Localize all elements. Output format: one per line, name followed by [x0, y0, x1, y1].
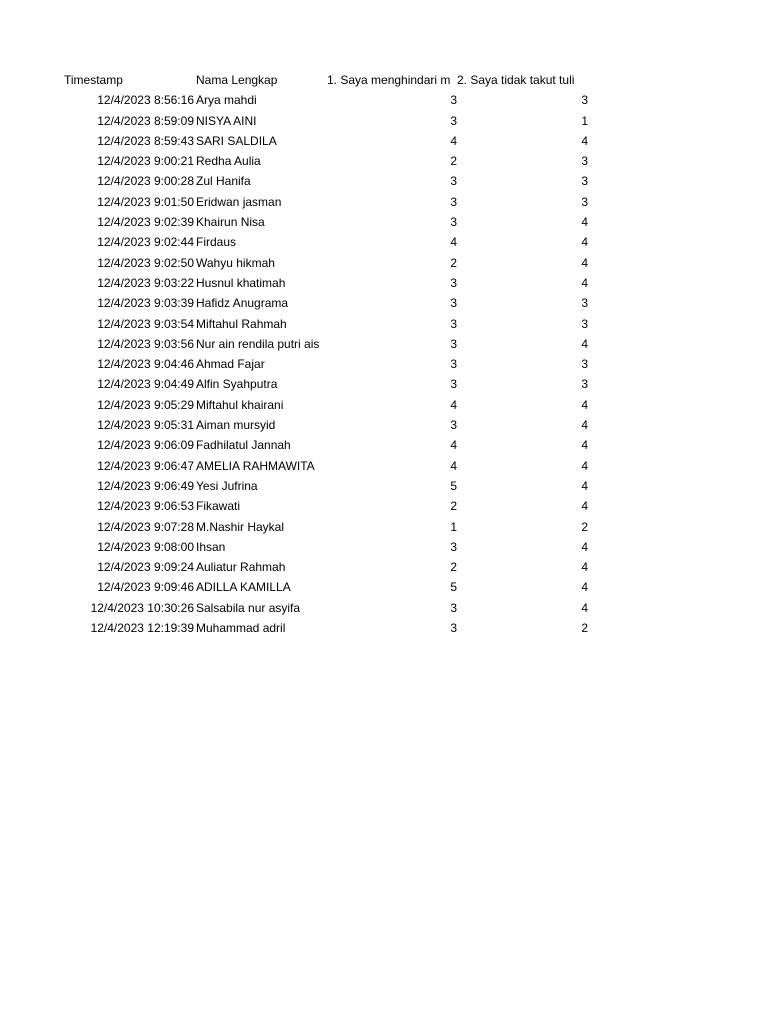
- name-cell: Miftahul Rahmah: [196, 316, 287, 331]
- question-2-cell: 4: [581, 580, 588, 595]
- table-row: [0, 151, 768, 171]
- name-cell: Husnul khatimah: [196, 275, 286, 290]
- table-row: [0, 456, 768, 476]
- timestamp-cell: 12/4/2023 9:09:24: [97, 560, 194, 575]
- timestamp-cell: 12/4/2023 9:03:56: [97, 336, 194, 351]
- timestamp-cell: 12/4/2023 9:04:49: [97, 377, 194, 392]
- question-2-cell: 4: [581, 499, 588, 514]
- name-cell: Fadhilatul Jannah: [196, 438, 291, 453]
- timestamp-cell: 12/4/2023 9:00:21: [97, 154, 194, 169]
- question-2-cell: 4: [581, 275, 588, 290]
- timestamp-cell: 12/4/2023 9:06:09: [97, 438, 194, 453]
- question-1-cell: 3: [450, 621, 457, 636]
- data-rows: [0, 90, 768, 638]
- question-1-cell: 4: [450, 133, 457, 148]
- timestamp-cell: 12/4/2023 9:06:53: [97, 499, 194, 514]
- table-row: [0, 212, 768, 232]
- question-2-cell: 4: [581, 215, 588, 230]
- timestamp-cell: 12/4/2023 9:07:28: [97, 519, 194, 534]
- table-row: [0, 192, 768, 212]
- table-row: [0, 314, 768, 334]
- question-1-cell: 1: [450, 519, 457, 534]
- name-cell: Firdaus: [196, 235, 237, 250]
- question-1-cell: 3: [450, 336, 457, 351]
- timestamp-cell: 12/4/2023 9:02:39: [97, 215, 194, 230]
- header-timestamp: Timestamp: [64, 73, 123, 87]
- timestamp-cell: 12/4/2023 8:56:16: [97, 93, 194, 108]
- question-2-cell: 4: [581, 235, 588, 250]
- timestamp-cell: 12/4/2023 9:06:47: [97, 458, 194, 473]
- table-row: [0, 334, 768, 354]
- table-row: [0, 253, 768, 273]
- table-row: [0, 496, 768, 516]
- name-cell: Aiman mursyid: [196, 418, 276, 433]
- question-2-cell: 1: [581, 113, 588, 128]
- header-question-2: 2. Saya tidak takut tuli: [457, 73, 575, 87]
- question-1-cell: 3: [450, 275, 457, 290]
- name-cell: Muhammad adril: [196, 621, 286, 636]
- question-1-cell: 2: [450, 499, 457, 514]
- table-row: [0, 618, 768, 638]
- name-cell: ADILLA KAMILLA: [196, 580, 291, 595]
- question-2-cell: 3: [581, 93, 588, 108]
- timestamp-cell: 12/4/2023 9:01:50: [97, 194, 194, 209]
- question-1-cell: 3: [450, 93, 457, 108]
- question-1-cell: 3: [450, 113, 457, 128]
- question-1-cell: 3: [450, 296, 457, 311]
- timestamp-cell: 12/4/2023 9:08:00: [97, 539, 194, 554]
- name-cell: Khairun Nisa: [196, 215, 265, 230]
- question-1-cell: 3: [450, 357, 457, 372]
- timestamp-cell: 12/4/2023 9:05:29: [97, 397, 194, 412]
- table-row: [0, 537, 768, 557]
- name-cell: Eridwan jasman: [196, 194, 282, 209]
- table-row: [0, 374, 768, 394]
- table-row: [0, 90, 768, 110]
- name-cell: Miftahul khairani: [196, 397, 284, 412]
- question-2-cell: 4: [581, 438, 588, 453]
- name-cell: Redha Aulia: [196, 154, 261, 169]
- name-cell: Nur ain rendila putri ais: [196, 336, 320, 351]
- timestamp-cell: 12/4/2023 9:03:54: [97, 316, 194, 331]
- name-cell: Wahyu hikmah: [196, 255, 275, 270]
- question-2-cell: 4: [581, 560, 588, 575]
- timestamp-cell: 12/4/2023 9:05:31: [97, 418, 194, 433]
- name-cell: Alfin Syahputra: [196, 377, 278, 392]
- header-row: [0, 70, 768, 90]
- timestamp-cell: 12/4/2023 9:04:46: [97, 357, 194, 372]
- name-cell: Ihsan: [196, 539, 226, 554]
- table-row: [0, 435, 768, 455]
- name-cell: Ahmad Fajar: [196, 357, 265, 372]
- name-cell: Arya mahdi: [196, 93, 257, 108]
- table-row: [0, 476, 768, 496]
- name-cell: M.Nashir Haykal: [196, 519, 285, 534]
- question-1-cell: 2: [450, 560, 457, 575]
- question-2-cell: 3: [581, 296, 588, 311]
- question-2-cell: 3: [581, 174, 588, 189]
- name-cell: Salsabila nur asyifa: [196, 600, 301, 615]
- question-1-cell: 5: [450, 478, 457, 493]
- name-cell: SARI SALDILA: [196, 133, 277, 148]
- timestamp-cell: 12/4/2023 9:03:39: [97, 296, 194, 311]
- question-2-cell: 2: [581, 519, 588, 534]
- question-1-cell: 4: [450, 458, 457, 473]
- table-row: [0, 577, 768, 597]
- timestamp-cell: 12/4/2023 12:19:39: [90, 621, 194, 636]
- question-1-cell: 3: [450, 539, 457, 554]
- question-2-cell: 3: [581, 377, 588, 392]
- timestamp-cell: 12/4/2023 8:59:09: [97, 113, 194, 128]
- question-1-cell: 3: [450, 215, 457, 230]
- question-2-cell: 4: [581, 600, 588, 615]
- timestamp-cell: 12/4/2023 8:59:43: [97, 133, 194, 148]
- name-cell: Zul Hanifa: [196, 174, 251, 189]
- question-1-cell: 2: [450, 154, 457, 169]
- question-2-cell: 4: [581, 255, 588, 270]
- question-2-cell: 4: [581, 478, 588, 493]
- table-row: [0, 131, 768, 151]
- name-cell: Yesi Jufrina: [196, 478, 258, 493]
- timestamp-cell: 12/4/2023 10:30:26: [90, 600, 194, 615]
- question-1-cell: 3: [450, 316, 457, 331]
- header-question-1: 1. Saya menghindari m: [327, 73, 451, 87]
- question-1-cell: 3: [450, 377, 457, 392]
- timestamp-cell: 12/4/2023 9:06:49: [97, 478, 194, 493]
- question-2-cell: 4: [581, 458, 588, 473]
- question-2-cell: 3: [581, 154, 588, 169]
- table-row: [0, 293, 768, 313]
- question-2-cell: 4: [581, 418, 588, 433]
- table-row: [0, 517, 768, 537]
- question-1-cell: 5: [450, 580, 457, 595]
- question-2-cell: 4: [581, 133, 588, 148]
- question-1-cell: 3: [450, 600, 457, 615]
- table-row: [0, 171, 768, 191]
- table-row: [0, 111, 768, 131]
- question-1-cell: 3: [450, 194, 457, 209]
- question-2-cell: 4: [581, 397, 588, 412]
- question-2-cell: 4: [581, 539, 588, 554]
- question-1-cell: 2: [450, 255, 457, 270]
- name-cell: NISYA AINI: [196, 113, 257, 128]
- table-row: [0, 354, 768, 374]
- question-2-cell: 3: [581, 357, 588, 372]
- question-1-cell: 4: [450, 397, 457, 412]
- table-row: [0, 273, 768, 293]
- timestamp-cell: 12/4/2023 9:02:44: [97, 235, 194, 250]
- question-1-cell: 4: [450, 235, 457, 250]
- question-2-cell: 3: [581, 194, 588, 209]
- table-row: [0, 232, 768, 252]
- question-2-cell: 3: [581, 316, 588, 331]
- question-1-cell: 3: [450, 418, 457, 433]
- timestamp-cell: 12/4/2023 9:09:46: [97, 580, 194, 595]
- table-row: [0, 415, 768, 435]
- name-cell: Fikawati: [196, 499, 241, 514]
- timestamp-cell: 12/4/2023 9:02:50: [97, 255, 194, 270]
- timestamp-cell: 12/4/2023 9:00:28: [97, 174, 194, 189]
- name-cell: Hafidz Anugrama: [196, 296, 289, 311]
- question-1-cell: 4: [450, 438, 457, 453]
- question-2-cell: 2: [581, 621, 588, 636]
- table-row: [0, 598, 768, 618]
- table-row: [0, 395, 768, 415]
- name-cell: AMELIA RAHMAWITA: [196, 458, 315, 473]
- header-name: Nama Lengkap: [196, 73, 278, 87]
- spreadsheet: [0, 70, 768, 638]
- question-1-cell: 3: [450, 174, 457, 189]
- timestamp-cell: 12/4/2023 9:03:22: [97, 275, 194, 290]
- table-row: [0, 557, 768, 577]
- name-cell: Auliatur Rahmah: [196, 560, 286, 575]
- question-2-cell: 4: [581, 336, 588, 351]
